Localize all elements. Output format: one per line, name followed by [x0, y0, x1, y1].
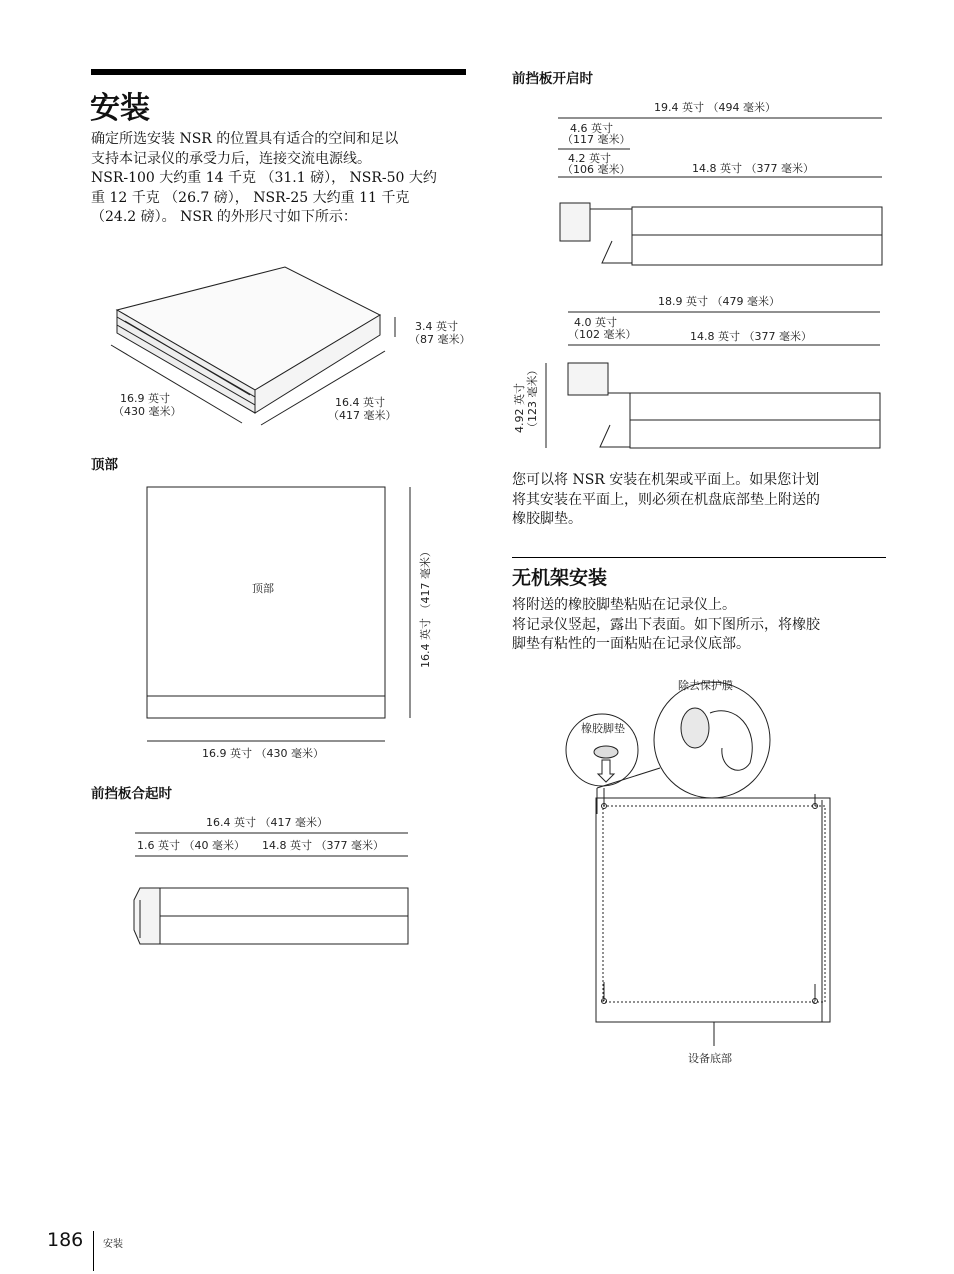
- remove-film-label: 除去保护膜: [678, 679, 733, 692]
- open1-body-dim: 14.8 英寸 （377 毫米）: [692, 162, 814, 175]
- closed-body-dim: 14.8 英寸 （377 毫米）: [262, 839, 384, 852]
- top-view-side-dim: 16.4 英寸 （417 毫米）: [419, 546, 432, 668]
- open2-a-mm: （102 毫米）: [568, 328, 637, 341]
- open2-body-dim: 14.8 英寸 （377 毫米）: [690, 330, 812, 343]
- isometric-drawing: [95, 255, 475, 435]
- open1-total-dim: 19.4 英寸 （494 毫米）: [654, 101, 776, 114]
- title-rule: [91, 69, 466, 75]
- iso-width-in: 16.9 英寸: [120, 392, 170, 405]
- iso-depth-in: 16.4 英寸: [335, 396, 385, 409]
- open-side-drawing-2: [510, 290, 890, 460]
- iso-width-mm: （430 毫米）: [113, 405, 182, 418]
- top-view-caption: 顶部: [91, 457, 118, 473]
- open1-a-in: 4.6 英寸: [570, 122, 613, 135]
- section-title: 无机架安装: [512, 567, 608, 589]
- closed-total-dim: 16.4 英寸 （417 毫米）: [206, 816, 328, 829]
- open2-v-mm: （123 毫米）: [526, 364, 539, 433]
- open2-v-in: 4.92 英寸: [513, 383, 526, 433]
- top-view-label: 顶部: [252, 582, 274, 595]
- section-rule: [512, 557, 886, 558]
- open-side-drawing-1: [552, 95, 892, 275]
- closed-front-dim: 1.6 英寸 （40 毫米）: [137, 839, 245, 852]
- closed-side-drawing: [128, 808, 418, 958]
- open-caption: 前挡板开启时: [512, 71, 593, 87]
- device-bottom-label: 设备底部: [688, 1052, 732, 1065]
- open2-a-in: 4.0 英寸: [574, 316, 617, 329]
- placement-paragraph: 您可以将 NSR 安装在机架或平面上。如果您计划 将其安装在平面上，则必须在机盘底部垫上附送的 橡胶脚垫。: [512, 472, 820, 527]
- page-title: 安装: [90, 91, 150, 126]
- top-view-drawing: [140, 480, 450, 770]
- footer-divider: [93, 1231, 94, 1271]
- rubber-feet-drawing: [560, 668, 850, 1068]
- top-view-bottom-dim: 16.9 英寸 （430 毫米）: [202, 747, 324, 760]
- iso-depth-mm: （417 毫米）: [328, 409, 397, 422]
- open1-a-mm: （117 毫米）: [562, 133, 631, 146]
- section-paragraph: 将附送的橡胶脚垫粘贴在记录仪上。 将记录仪竖起，露出下表面。如下图所示，将橡胶 脚垫有粘性的一面粘贴在记录仪底部。: [512, 597, 820, 652]
- open2-total-dim: 18.9 英寸 （479 毫米）: [658, 295, 780, 308]
- open1-b-mm: （106 毫米）: [562, 163, 631, 176]
- open1-b-in: 4.2 英寸: [568, 152, 611, 165]
- footer-section: 安装: [103, 1239, 123, 1250]
- page-number: 186: [47, 1229, 84, 1251]
- intro-paragraph: 确定所选安装 NSR 的位置具有适合的空间和足以 支持本记录仪的承受力后，连接交流电源线。 NSR-100 大约重 14 千克 （31.1 磅）， NSR-50 大约 重 12 千克 （26.7 磅）， NSR-25 大约重 11 千克 （24.2 磅）。 NSR 的外形尺寸如下所示：: [91, 131, 437, 225]
- iso-height-mm: （87 毫米）: [409, 333, 471, 346]
- iso-height-in: 3.4 英寸: [415, 320, 458, 333]
- closed-caption: 前挡板合起时: [91, 786, 172, 802]
- rubber-foot-label: 橡胶脚垫: [581, 722, 625, 735]
